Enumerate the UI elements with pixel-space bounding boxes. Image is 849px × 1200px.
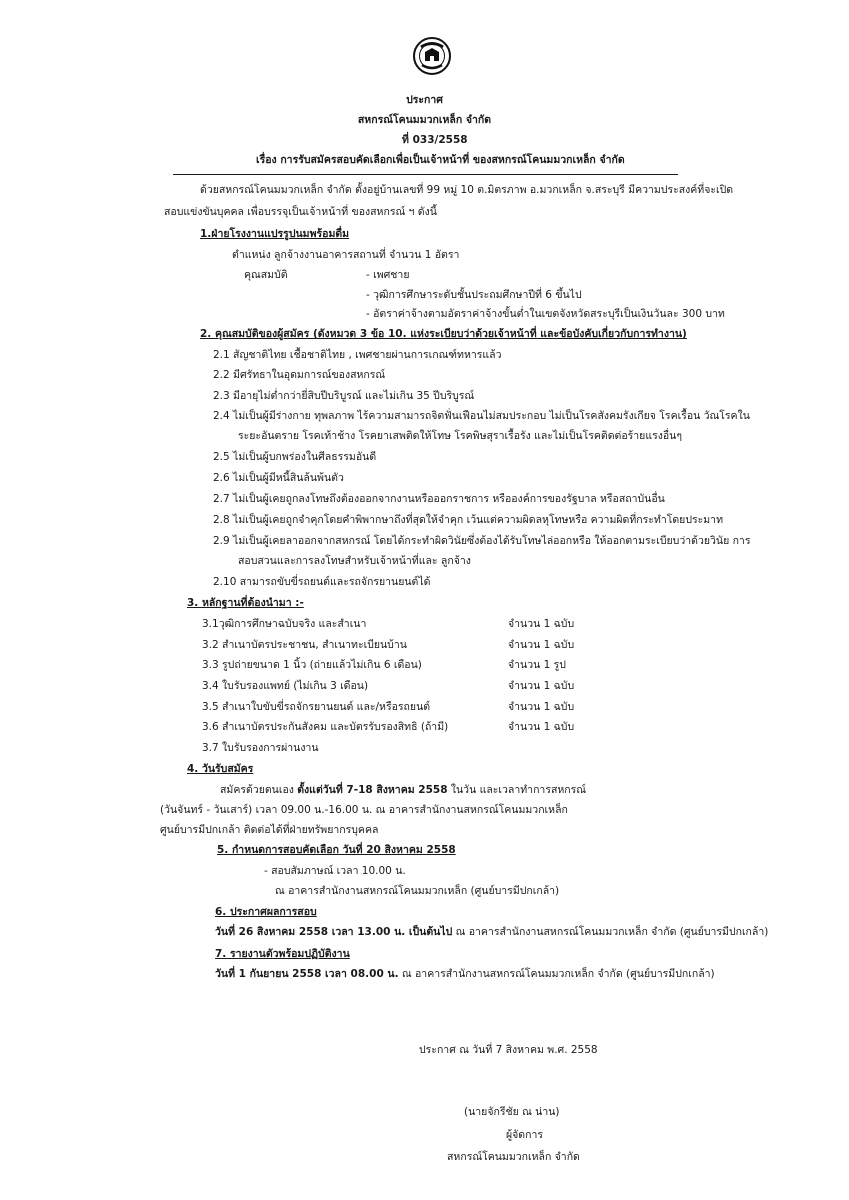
requirement-item: 2.3 มีอายุไม่ต่ำกว่ายี่สิบปีบริบูรณ์ และไม่เกิน 35 ปีบริบูรณ์ xyxy=(213,390,475,402)
report-line xyxy=(215,967,715,981)
announcement-date: ประกาศ ณ วันที่ 7 สิงหาคม พ.ศ. 2558 xyxy=(419,1044,598,1056)
requirement-item: 2.7 ไม่เป็นผู้เคยถูกลงโทษถึงต้องออกจากงานหรือออกราชการ หรือองค์การของรัฐบาล หรือสถาบันอื่น xyxy=(213,493,665,505)
requirement-item: 2.6 ไม่เป็นผู้มีหนี้สินล้นพ้นตัว xyxy=(213,472,344,484)
announcement-subject: เรื่อง การรับสมัครสอบคัดเลือกเพื่อเป็นเจ้าหน้าที่ ของสหกรณ์โคนมมวกเหล็ก จำกัด xyxy=(256,154,625,166)
header-divider xyxy=(173,174,678,175)
results-location: ณ อาคารสำนักงานสหกรณ์โคนมมวกเหล็ก จำกัด (ศูนย์บารมีปกเกล้า) xyxy=(455,926,769,938)
document-quantity: จำนวน 1 รูป xyxy=(508,659,566,671)
application-method: สมัครด้วยตนเอง xyxy=(220,784,294,796)
application-hours-note: ในวัน และเวลาทำการสหกรณ์ xyxy=(450,784,587,796)
application-line-3: ศูนย์บารมีปกเกล้า ติดต่อได้ที่ฝ่ายทรัพยากรบุคคล xyxy=(160,824,379,836)
signer-organization: สหกรณ์โคนมมวกเหล็ก จำกัด xyxy=(447,1151,580,1163)
requirement-item-continued: สอบสวนและการลงโทษสำหรับเจ้าหน้าที่และ ลูกจ้าง xyxy=(238,555,471,567)
section-5-heading: 5. กำหนดการสอบคัดเลือก วันที่ 20 สิงหาคม 2558 xyxy=(217,844,456,856)
document-item: 3.7 ใบรับรองการผ่านงาน xyxy=(202,742,319,754)
intro-line-1: ด้วยสหกรณ์โคนมมวกเหล็ก จำกัด ตั้งอยู่บ้านเลขที่ 99 หมู่ 10 ต.มิตรภาพ อ.มวกเหล็ก จ.สระบุรี มีความประสงค์ที่จะเปิด xyxy=(200,184,734,196)
qualification-item: - เพศชาย xyxy=(366,269,410,281)
results-date: วันที่ 26 สิงหาคม 2558 เวลา 13.00 น. เป็นต้นไป xyxy=(215,926,453,938)
report-date: วันที่ 1 กันยายน 2558 เวลา 08.00 น. xyxy=(215,968,399,980)
cooperative-seal-logo xyxy=(413,37,451,75)
document-title: ประกาศ xyxy=(406,94,443,106)
signer-role: ผู้จัดการ xyxy=(506,1129,544,1141)
document-quantity: จำนวน 1 ฉบับ xyxy=(508,721,575,733)
qualification-label: คุณสมบัติ xyxy=(244,269,288,281)
document-item: 3.1วุฒิการศึกษาฉบับจริง และสำเนา xyxy=(202,618,367,630)
section-4-heading: 4. วันรับสมัคร xyxy=(187,763,254,775)
announcement-number: ที่ 033/2558 xyxy=(402,134,468,146)
report-location: ณ อาคารสำนักงานสหกรณ์โคนมมวกเหล็ก จำกัด (ศูนย์บารมีปกเกล้า) xyxy=(401,968,715,980)
requirement-item: 2.8 ไม่เป็นผู้เคยถูกจำคุกโดยคำพิพากษาถึงที่สุดให้จำคุก เว้นแต่ความผิดลหุโทษหรือ ความผิดที่กระทำโดยประมาท xyxy=(213,514,724,526)
section-3-heading: 3. หลักฐานที่ต้องนำมา :- xyxy=(187,597,304,609)
application-line-1 xyxy=(220,783,586,797)
application-line-2: (วันจันทร์ - วันเสาร์) เวลา 09.00 น.-16.00 น. ณ อาคารสำนักงานสหกรณ์โคนมมวกเหล็ก xyxy=(160,804,568,816)
requirement-item: 2.9 ไม่เป็นผู้เคยลาออกจากสหกรณ์ โดยได้กระทำผิดวินัยซึ่งต้องได้รับโทษไล่ออกหรือ ให้ออกตามระเบียบว่าด้วยวินัย การ xyxy=(213,535,751,547)
requirement-item-continued: ระยะอันตราย โรคเท้าช้าง โรคยาเสพติดให้โทษ โรคพิษสุราเรื้อรัง และไม่เป็นโรคติดต่อร้ายแรงอื่นๆ xyxy=(238,430,682,442)
qualification-item: - อัตราค่าจ้างตามอัตราค่าจ้างขั้นต่ำในเขตจังหวัดสระบุรีเป็นเงินวันละ 300 บาท xyxy=(366,308,725,320)
section-6-heading: 6. ประกาศผลการสอบ xyxy=(215,906,317,918)
document-item: 3.6 สำเนาบัตรประกันสังคม และบัตรรับรองสิทธิ (ถ้ามี) xyxy=(202,721,449,733)
section-2-heading: 2. คุณสมบัติของผู้สมัคร (ดังหมวด 3 ข้อ 10. แห่งระเบียบว่าด้วยเจ้าหน้าที่ และข้อบังคับเกี่ยวกับการทำงาน) xyxy=(200,328,687,340)
interview-location: ณ อาคารสำนักงานสหกรณ์โคนมมวกเหล็ก (ศูนย์บารมีปกเกล้า) xyxy=(275,885,560,897)
section-1-heading: 1.ฝ่ายโรงงานแปรรูปนมพร้อมดื่ม xyxy=(200,228,350,240)
results-line xyxy=(215,925,768,939)
document-quantity: จำนวน 1 ฉบับ xyxy=(508,701,575,713)
requirement-item: 2.4 ไม่เป็นผู้มีร่างกาย ทุพลภาพ ไร้ความสามารถจิตฟั่นเฟือนไม่สมประกอบ ไม่เป็นโรคสังคมรังเกียจ โรคเรื้อน วัณโรคใน xyxy=(213,410,750,422)
signer-name: (นายจักรีชัย ณ น่าน) xyxy=(464,1106,560,1118)
position-line: ตำแหน่ง ลูกจ้างงานอาคารสถานที่ จำนวน 1 อัตรา xyxy=(232,249,460,261)
application-dates: ตั้งแต่วันที่ 7-18 สิงหาคม 2558 xyxy=(297,784,448,796)
document-item: 3.5 สำเนาใบขับขี่รถจักรยานยนต์ และ/หรือรถยนต์ xyxy=(202,701,431,713)
document-item: 3.3 รูปถ่ายขนาด 1 นิ้ว (ถ่ายแล้วไม่เกิน 6 เดือน) xyxy=(202,659,422,671)
intro-line-2: สอบแข่งขันบุคคล เพื่อบรรจุเป็นเจ้าหน้าที่ ของสหกรณ์ ฯ ดังนี้ xyxy=(164,206,437,218)
document-quantity: จำนวน 1 ฉบับ xyxy=(508,639,575,651)
requirement-item: 2.2 มีศรัทธาในอุดมการณ์ของสหกรณ์ xyxy=(213,369,386,381)
section-7-heading: 7. รายงานตัวพร้อมปฏิบัติงาน xyxy=(215,948,350,960)
requirement-item: 2.10 สามารถขับขี่รถยนต์และรถจักรยานยนต์ได้ xyxy=(213,576,431,588)
document-item: 3.4 ใบรับรองแพทย์ (ไม่เกิน 3 เดือน) xyxy=(202,680,369,692)
document-item: 3.2 สำเนาบัตรประชาชน, สำเนาทะเบียนบ้าน xyxy=(202,639,407,651)
document-quantity: จำนวน 1 ฉบับ xyxy=(508,680,575,692)
qualification-item: - วุฒิการศึกษาระดับชั้นประถมศึกษาปีที่ 6 ขึ้นไป xyxy=(366,289,582,301)
requirement-item: 2.1 สัญชาติไทย เชื้อชาติไทย , เพศชายผ่านการเกณฑ์ทหารแล้ว xyxy=(213,349,502,361)
document-quantity: จำนวน 1 ฉบับ xyxy=(508,618,575,630)
interview-time: - สอบสัมภาษณ์ เวลา 10.00 น. xyxy=(264,865,406,877)
organization-name: สหกรณ์โคนมมวกเหล็ก จำกัด xyxy=(357,114,492,126)
requirement-item: 2.5 ไม่เป็นผู้บกพร่องในศีลธรรมอันดี xyxy=(213,451,377,463)
